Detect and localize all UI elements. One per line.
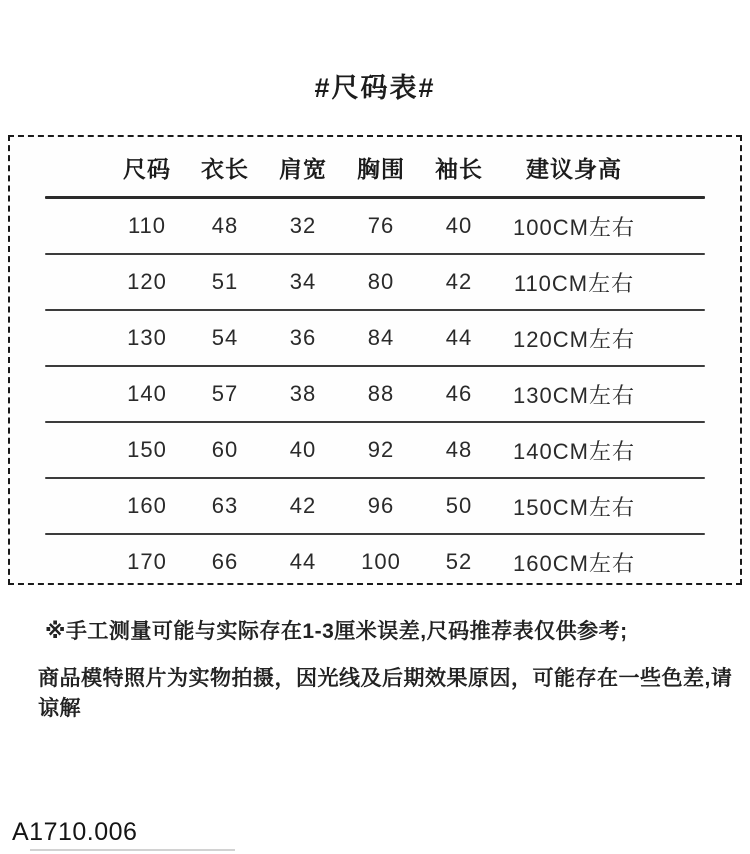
table-row (10, 311, 740, 365)
table-cell: 42 (289, 493, 317, 518)
table-cell: 51 (211, 269, 239, 294)
table-cell: 34 (289, 269, 317, 294)
table-row (10, 535, 740, 589)
table-cell: 96 (367, 493, 395, 518)
table-cell: 40 (289, 437, 317, 462)
table-cell: 140CM左右 (513, 438, 635, 464)
table-cell: 44 (445, 325, 473, 350)
table-cell: 76 (367, 213, 395, 238)
table-row (10, 479, 740, 533)
column-header-length: 衣长 (201, 155, 249, 182)
table-cell: 160CM左右 (513, 550, 635, 576)
table-cell: 40 (445, 213, 473, 238)
table-cell: 32 (289, 213, 317, 238)
table-cell: 92 (367, 437, 395, 462)
table-cell: 84 (367, 325, 395, 350)
table-row (10, 255, 740, 309)
size-chart-table (8, 135, 742, 585)
table-cell: 110 (127, 213, 167, 238)
table-cell: 130CM左右 (513, 382, 635, 408)
table-cell: 54 (211, 325, 239, 350)
table-cell: 170 (127, 549, 167, 574)
table-cell: 88 (367, 381, 395, 406)
table-cell: 120 (127, 269, 167, 294)
table-cell: 80 (367, 269, 395, 294)
table-row (10, 199, 740, 253)
disclaimer-notes (38, 615, 750, 722)
table-cell: 150 (127, 437, 167, 462)
table-cell: 63 (211, 493, 239, 518)
table-row (10, 423, 740, 477)
page-title: #尺码表# (314, 73, 436, 103)
column-header-size: 尺码 (123, 155, 171, 182)
table-row (10, 367, 740, 421)
table-cell: 150CM左右 (513, 494, 635, 520)
column-header-sleeve: 袖长 (435, 155, 483, 182)
table-cell: 120CM左右 (513, 326, 635, 352)
table-cell: 52 (445, 549, 473, 574)
table-cell: 46 (445, 381, 473, 406)
table-cell: 100 (361, 549, 401, 574)
measurement-disclaimer: ※手工测量可能与实际存在1-3厘米误差,尺码推荐表仅供参考; (45, 620, 628, 643)
table-cell: 48 (445, 437, 473, 462)
table-cell: 110CM左右 (513, 270, 635, 296)
table-cell: 100CM左右 (513, 214, 635, 240)
product-code: A1710.006 (12, 818, 138, 846)
table-cell: 50 (445, 493, 473, 518)
table-cell: 60 (211, 437, 239, 462)
column-header-height: 建议身高 (526, 155, 622, 182)
bottom-edge-artifact (30, 849, 235, 851)
column-header-chest: 胸围 (357, 155, 405, 182)
table-cell: 130 (127, 325, 167, 350)
table-cell: 57 (211, 381, 239, 406)
color-difference-disclaimer: 商品模特照片为实物拍摄，因光线及后期效果原因，可能存在一些色差,请谅解 (38, 667, 733, 720)
table-cell: 160 (127, 493, 167, 518)
column-header-shoulder: 肩宽 (279, 155, 327, 182)
table-cell: 38 (289, 381, 317, 406)
table-cell: 66 (211, 549, 239, 574)
table-cell: 48 (211, 213, 239, 238)
table-header-row (10, 138, 740, 196)
table-cell: 44 (289, 549, 317, 574)
table-cell: 42 (445, 269, 473, 294)
table-cell: 36 (289, 325, 317, 350)
table-cell: 140 (127, 381, 167, 406)
